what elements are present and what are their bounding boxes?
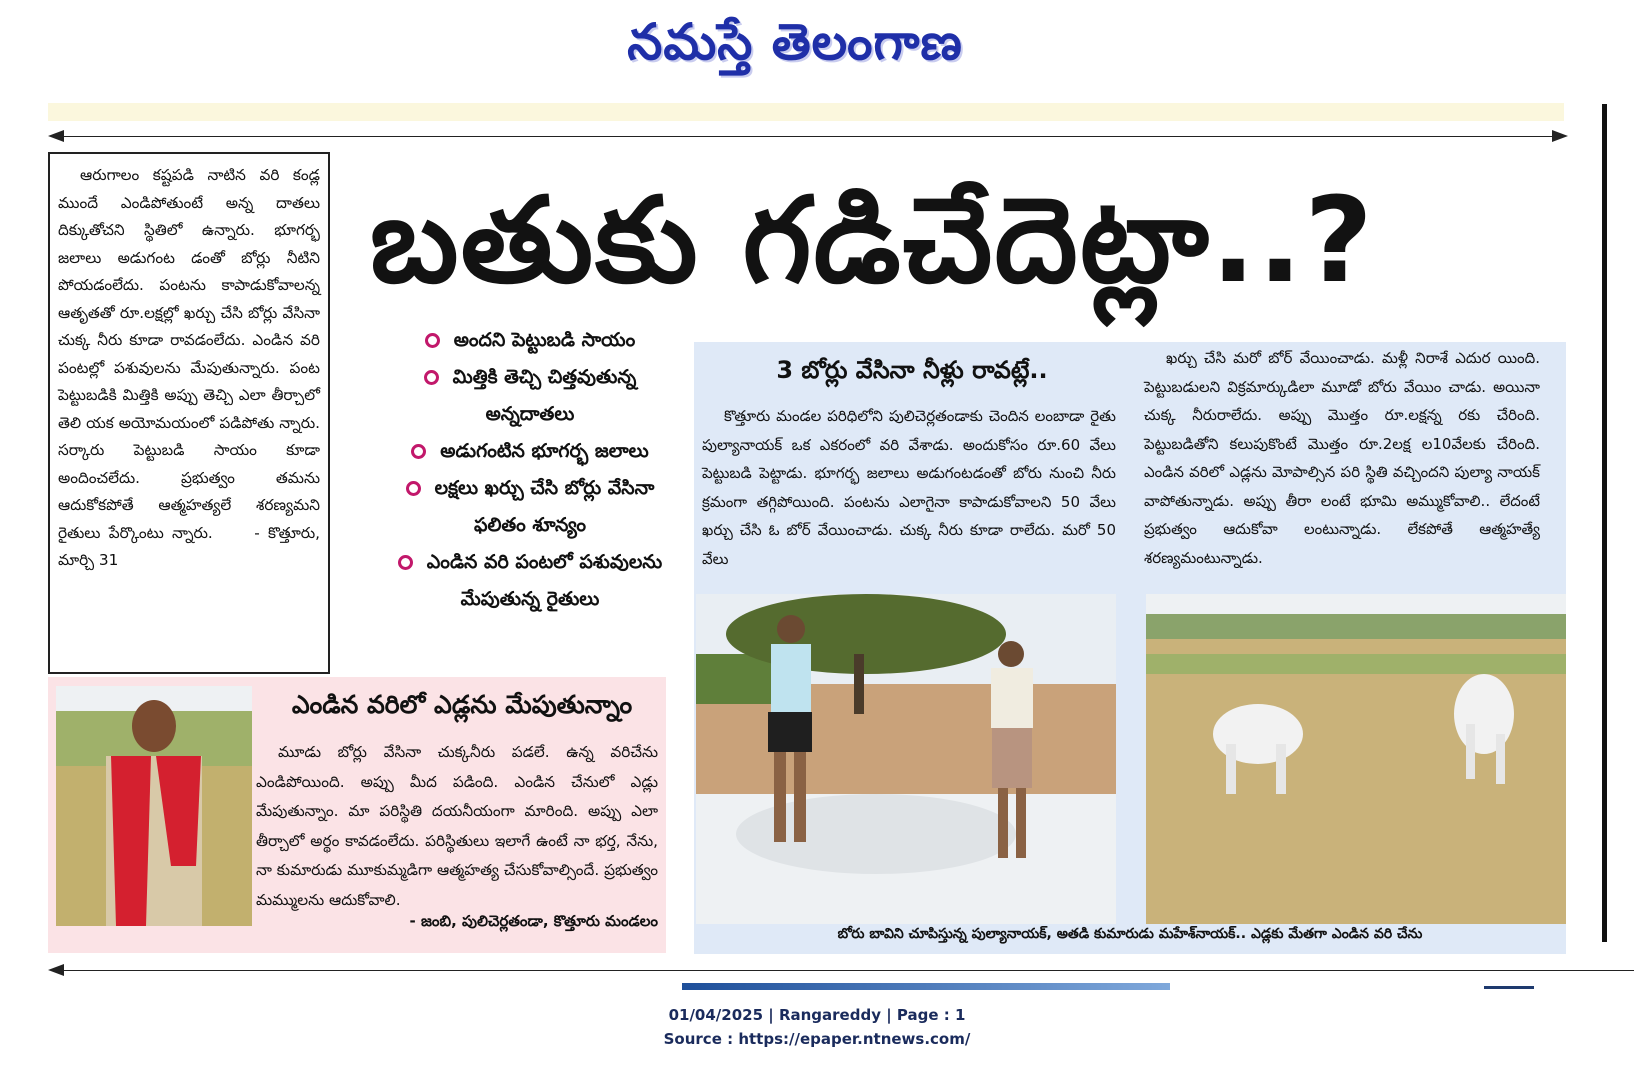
bullet-dot-icon [425,333,440,348]
bullet-item: మిత్తికి తెచ్చి చిత్తవుతున్న అన్నదాతలు [380,359,680,433]
photo-caption: బోరు బావిని చూపిస్తున్న పుల్యానాయక్, అతడి కుమారుడు మహేశ్‌నాయక్.. ఎడ్లకు మేతగా ఎండిన వరి చేను [837,926,1423,942]
testimony-text: మూడు బోర్లు వేసినా చుక్కనీరు పడలే. ఉన్న వరిచేను ఎండిపోయింది. అప్పు మీద పడింది. ఎండిన చేనులో ఎడ్లు మేపుతున్నాం. మా పరిస్థితి దయనీయంగా మారింది. అప్పు ఎలా తీర్చాలో అర్థం కావడంలేదు. పరిస్థితులు ఇలాగే ఉంటే నా భర్త, నేను, నా కుమారుడు మూకుమ్మడిగా ఆత్మహత్య చేసుకోవాల్సిందే. ప్రభుత్వం మమ్ములను ఆదుకోవాలి. [256,743,658,909]
testimony-signature: - జంబి, పులిచెర్లతండా, కొత్తూరు మండలం [409,912,658,930]
story-column-1: కొత్తూరు మండల పరిధిలోని పులిచెర్లతండాకు చెందిన లంబాడా రైతు పుల్యానాయక్ ఒక ఎకరంలో వరి వేశాడు. అందుకోసం రూ.60 వేలు పెట్టుబడి పెట్టాడు. భూగర్భ జలాలు అడుగంటడంతో బోరు నుంచి నీరు క్రమంగా తగ్గిపోయింది. పంటను ఎలాగైనా కాపాడుకోవాలని 50 వేలు ఖర్చు చేసి ఓ బోర్ వేయించాడు. చుక్క నీరు కూడా రాలేదు. మరో 50 వేలు [702,407,1116,568]
bullet-item: లక్షలు ఖర్చు చేసి బోర్లు వేసినా ఫలితం శూన్యం [380,470,680,544]
bullet-dot-icon [398,555,413,570]
cattle-grazing-photo [1146,594,1566,924]
masthead-logo: నమస్తే తెలంగాణ [627,12,963,71]
footer-source: Source : https://epaper.ntnews.com/ [663,1030,971,1048]
story-column-2: ఖర్చు చేసి మరో బోర్ వేయించాడు. మళ్లీ నిరాశే ఎదుర యింది. పెట్టుబడులని విక్రమార్కుడిలా మూడో బోరు వేయిం చాడు. అయినా చుక్క నీరురాలేదు. అప్పు మొత్తం రూ.లక్షన్న రకు చేరింది. పెట్టుబడితోని కలుపుకొంటే మొత్తం రూ.2లక్ష ల10వేలకు చేరింది. ఎండిన వరిలో ఎడ్లను మోపాల్సిన పరి స్థితి వచ్చిందని పుల్యా నాయక్ వాపోతున్నాడు. అప్పు తీరా లంటే భూమి అమ్ముకోవాలి.. లేదంటే ప్రభుత్వం ఆదుకోవా లంటున్నాడు. లేకపోతే ఆత్మహత్యే శరణ్యమంటున్నాడు. [1144,349,1540,567]
farmer-woman-photo [56,686,252,926]
bottom-rule [60,970,1634,971]
footer-small-bar [1484,986,1534,989]
bullet-dot-icon [406,481,421,496]
top-rule-left-arrow [48,130,64,142]
footer-date-page: 01/04/2025 | Rangareddy | Page : 1 [668,1006,966,1024]
main-headline: బతుకు గడిచేదెట్లా..? [370,171,1375,309]
bullet-item: అందని పెట్టుబడి సాయం [380,322,680,359]
bullet-item: అడుగంటిన భూగర్భ జలాలు [380,433,680,470]
left-column-box [48,152,330,674]
bottom-rule-left-arrow [48,964,64,976]
highlight-bullets [380,322,680,618]
left-column-dateline: - కొత్తూరు, మార్చి 31 [58,523,321,569]
bullet-dot-icon [424,370,439,385]
farmers-borewell-photo [696,594,1116,924]
top-band [48,103,1564,121]
story-title: 3 బోర్లు వేసినా నీళ్లు రావట్లే.. [776,356,1048,384]
left-column-text: ఆరుగాలం కష్టపడి నాటిన వరి కండ్ల ముందే ఎండిపోతుంటే అన్న దాతలు దిక్కుతోచని స్థితిలో ఉన్నారు. భూగర్భ జలాలు అడుగంట డంతో బోర్లు నీటిని పోయడంలేదు. పంటను కాపాడుకోవాలన్న ఆతృతతో రూ.లక్షల్లో ఖర్చు చేసి బోర్లు వేసినా చుక్క నీరు కూడా రావడంలేదు. ఎండిన వరి పంటల్లో పశువులను మేపుతున్నారు. పంట పెట్టుబడికి మిత్తికి అప్పు తెచ్చి ఎలా తీర్చాలో తెలి యక అయోమయంలో పడిపోతు న్నారు. సర్కారు పెట్టుబడి సాయం కూడా అందించలేదు. ప్రభుత్వం తమను ఆదుకోకపోతే ఆత్మహత్యలే శరణ్యమని రైతులు పేర్కొంటు న్నారు. - కొత్తూరు, మార్చి 31 [58,166,321,569]
bullet-item: ఎండిన వరి పంటలో పశువులను మేపుతున్న రైతులు [380,544,680,618]
footer-color-bar [682,983,1170,990]
top-rule-right-arrow [1552,130,1568,142]
testimony-title: ఎండిన వరిలో ఎడ్లను మేపుతున్నాం [291,690,633,719]
top-rule [60,136,1560,137]
bullet-dot-icon [411,444,426,459]
right-vertical-bar [1602,104,1607,942]
